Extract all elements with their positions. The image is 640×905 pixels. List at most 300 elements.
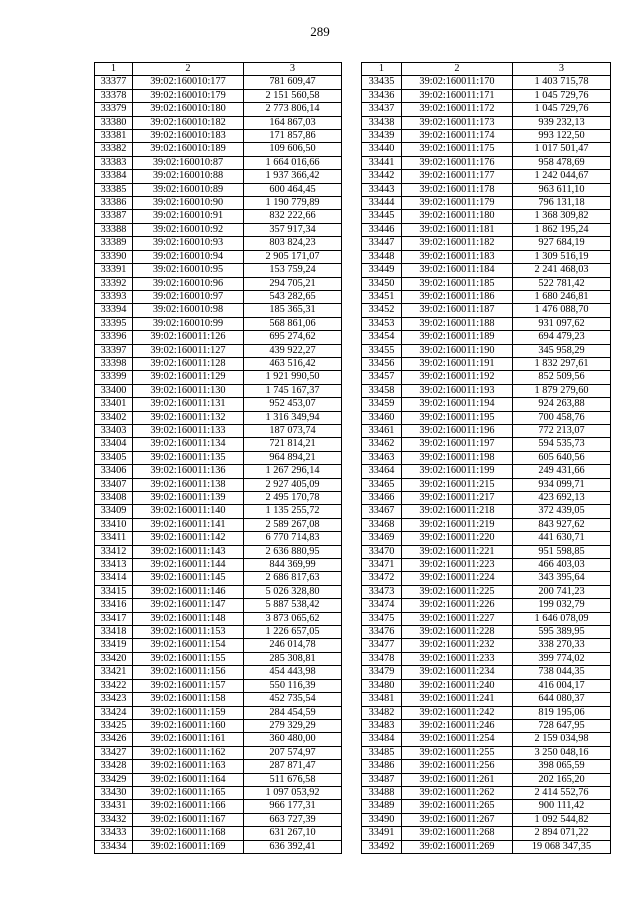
cadastral-value: 1 646 078,09 bbox=[513, 612, 611, 625]
right-table bbox=[361, 62, 611, 854]
cadastral-value: 631 267,10 bbox=[244, 827, 342, 840]
cadastral-value: 1 680 246,81 bbox=[513, 290, 611, 303]
table-row bbox=[362, 518, 611, 531]
row-number: 33439 bbox=[362, 130, 402, 143]
table-row bbox=[95, 237, 342, 250]
cadastral-number: 39:02:160011:215 bbox=[402, 478, 513, 491]
table-row bbox=[362, 156, 611, 169]
cadastral-number: 39:02:160011:178 bbox=[402, 183, 513, 196]
table-row bbox=[362, 827, 611, 840]
cadastral-number: 39:02:160011:173 bbox=[402, 116, 513, 129]
cadastral-number: 39:02:160011:192 bbox=[402, 371, 513, 384]
cadastral-number: 39:02:160011:129 bbox=[133, 371, 244, 384]
cadastral-number: 39:02:160011:154 bbox=[133, 639, 244, 652]
cadastral-value: 2 151 560,58 bbox=[244, 89, 342, 102]
row-number: 33441 bbox=[362, 156, 402, 169]
table-row bbox=[362, 237, 611, 250]
cadastral-value: 1 879 279,60 bbox=[513, 384, 611, 397]
row-number: 33432 bbox=[95, 813, 133, 826]
cadastral-number: 39:02:160011:268 bbox=[402, 827, 513, 840]
cadastral-value: 695 274,62 bbox=[244, 331, 342, 344]
cadastral-value: 153 759,24 bbox=[244, 264, 342, 277]
row-number: 33429 bbox=[95, 773, 133, 786]
cadastral-number: 39:02:160011:228 bbox=[402, 626, 513, 639]
header-col-2: 2 bbox=[402, 63, 513, 76]
cadastral-value: 721 814,21 bbox=[244, 438, 342, 451]
row-number: 33477 bbox=[362, 639, 402, 652]
row-number: 33383 bbox=[95, 156, 133, 169]
row-number: 33480 bbox=[362, 679, 402, 692]
row-number: 33473 bbox=[362, 585, 402, 598]
cadastral-value: 951 598,85 bbox=[513, 545, 611, 558]
table-row bbox=[95, 800, 342, 813]
table-row bbox=[95, 264, 342, 277]
row-number: 33438 bbox=[362, 116, 402, 129]
table-row bbox=[362, 599, 611, 612]
cadastral-number: 39:02:160010:87 bbox=[133, 156, 244, 169]
table-row bbox=[362, 130, 611, 143]
cadastral-number: 39:02:160010:89 bbox=[133, 183, 244, 196]
row-number: 33443 bbox=[362, 183, 402, 196]
cadastral-value: 2 636 880,95 bbox=[244, 545, 342, 558]
table-row bbox=[362, 492, 611, 505]
row-number: 33469 bbox=[362, 532, 402, 545]
row-number: 33409 bbox=[95, 505, 133, 518]
row-number: 33449 bbox=[362, 264, 402, 277]
cadastral-value: 1 045 729,76 bbox=[513, 89, 611, 102]
cadastral-number: 39:02:160010:179 bbox=[133, 89, 244, 102]
cadastral-number: 39:02:160011:262 bbox=[402, 786, 513, 799]
table-row bbox=[362, 277, 611, 290]
cadastral-value: 1 832 297,61 bbox=[513, 357, 611, 370]
header-col-1: 1 bbox=[95, 63, 133, 76]
row-number: 33402 bbox=[95, 411, 133, 424]
table-row bbox=[362, 371, 611, 384]
table-row bbox=[362, 143, 611, 156]
cadastral-number: 39:02:160011:146 bbox=[133, 585, 244, 598]
row-number: 33416 bbox=[95, 599, 133, 612]
cadastral-number: 39:02:160011:165 bbox=[133, 786, 244, 799]
cadastral-value: 1 745 167,37 bbox=[244, 384, 342, 397]
row-number: 33401 bbox=[95, 398, 133, 411]
table-row bbox=[95, 626, 342, 639]
row-number: 33483 bbox=[362, 719, 402, 732]
row-number: 33448 bbox=[362, 250, 402, 263]
table-row bbox=[95, 746, 342, 759]
cadastral-value: 343 395,64 bbox=[513, 572, 611, 585]
cadastral-value: 2 241 468,03 bbox=[513, 264, 611, 277]
cadastral-value: 1 242 044,67 bbox=[513, 170, 611, 183]
cadastral-number: 39:02:160011:197 bbox=[402, 438, 513, 451]
cadastral-number: 39:02:160011:167 bbox=[133, 813, 244, 826]
cadastral-number: 39:02:160011:246 bbox=[402, 719, 513, 732]
table-row bbox=[362, 290, 611, 303]
cadastral-number: 39:02:160011:188 bbox=[402, 317, 513, 330]
table-row bbox=[362, 693, 611, 706]
row-number: 33405 bbox=[95, 451, 133, 464]
table-row bbox=[362, 706, 611, 719]
row-number: 33425 bbox=[95, 719, 133, 732]
row-number: 33468 bbox=[362, 518, 402, 531]
cadastral-number: 39:02:160011:218 bbox=[402, 505, 513, 518]
cadastral-value: 832 222,66 bbox=[244, 210, 342, 223]
table-row bbox=[95, 223, 342, 236]
cadastral-value: 595 389,95 bbox=[513, 626, 611, 639]
cadastral-value: 594 535,73 bbox=[513, 438, 611, 451]
table-row bbox=[362, 559, 611, 572]
cadastral-value: 522 781,42 bbox=[513, 277, 611, 290]
table-row bbox=[362, 505, 611, 518]
cadastral-value: 1 862 195,24 bbox=[513, 223, 611, 236]
cadastral-value: 416 004,17 bbox=[513, 679, 611, 692]
cadastral-number: 39:02:160011:254 bbox=[402, 733, 513, 746]
table-row bbox=[362, 760, 611, 773]
cadastral-number: 39:02:160010:97 bbox=[133, 290, 244, 303]
cadastral-value: 1 045 729,76 bbox=[513, 103, 611, 116]
cadastral-value: 952 453,07 bbox=[244, 398, 342, 411]
table-row bbox=[95, 398, 342, 411]
cadastral-number: 39:02:160011:172 bbox=[402, 103, 513, 116]
cadastral-value: 2 894 071,22 bbox=[513, 827, 611, 840]
cadastral-value: 728 647,95 bbox=[513, 719, 611, 732]
row-number: 33394 bbox=[95, 304, 133, 317]
cadastral-number: 39:02:160011:147 bbox=[133, 599, 244, 612]
cadastral-number: 39:02:160011:182 bbox=[402, 237, 513, 250]
cadastral-number: 39:02:160011:126 bbox=[133, 331, 244, 344]
cadastral-number: 39:02:160011:135 bbox=[133, 451, 244, 464]
cadastral-number: 39:02:160011:261 bbox=[402, 773, 513, 786]
page-number: 289 bbox=[310, 24, 330, 39]
table-row bbox=[95, 559, 342, 572]
cadastral-number: 39:02:160011:255 bbox=[402, 746, 513, 759]
cadastral-number: 39:02:160011:130 bbox=[133, 384, 244, 397]
row-number: 33453 bbox=[362, 317, 402, 330]
row-number: 33446 bbox=[362, 223, 402, 236]
cadastral-number: 39:02:160011:174 bbox=[402, 130, 513, 143]
table-row bbox=[362, 585, 611, 598]
cadastral-number: 39:02:160011:168 bbox=[133, 827, 244, 840]
cadastral-value: 1 368 309,82 bbox=[513, 210, 611, 223]
cadastral-number: 39:02:160010:95 bbox=[133, 264, 244, 277]
row-number: 33382 bbox=[95, 143, 133, 156]
table-row bbox=[362, 612, 611, 625]
cadastral-value: 1 267 296,14 bbox=[244, 465, 342, 478]
table-row bbox=[362, 746, 611, 759]
row-number: 33437 bbox=[362, 103, 402, 116]
table-row bbox=[95, 103, 342, 116]
row-number: 33387 bbox=[95, 210, 133, 223]
table-row bbox=[362, 666, 611, 679]
table-row bbox=[95, 679, 342, 692]
table-row bbox=[95, 612, 342, 625]
cadastral-value: 441 630,71 bbox=[513, 532, 611, 545]
row-number: 33474 bbox=[362, 599, 402, 612]
cadastral-value: 1 403 715,78 bbox=[513, 76, 611, 89]
cadastral-number: 39:02:160011:159 bbox=[133, 706, 244, 719]
cadastral-number: 39:02:160011:256 bbox=[402, 760, 513, 773]
table-row bbox=[362, 76, 611, 89]
cadastral-number: 39:02:160011:171 bbox=[402, 89, 513, 102]
row-number: 33421 bbox=[95, 666, 133, 679]
cadastral-value: 964 894,21 bbox=[244, 451, 342, 464]
cadastral-value: 452 735,54 bbox=[244, 693, 342, 706]
table-row bbox=[362, 103, 611, 116]
table-row bbox=[362, 719, 611, 732]
cadastral-value: 2 905 171,07 bbox=[244, 250, 342, 263]
cadastral-value: 454 443,98 bbox=[244, 666, 342, 679]
row-number: 33393 bbox=[95, 290, 133, 303]
cadastral-value: 3 873 065,62 bbox=[244, 612, 342, 625]
cadastral-number: 39:02:160011:142 bbox=[133, 532, 244, 545]
table-row bbox=[362, 626, 611, 639]
cadastral-number: 39:02:160011:186 bbox=[402, 290, 513, 303]
row-number: 33390 bbox=[95, 250, 133, 263]
table-row bbox=[95, 317, 342, 330]
row-number: 33462 bbox=[362, 438, 402, 451]
cadastral-number: 39:02:160011:156 bbox=[133, 666, 244, 679]
cadastral-number: 39:02:160011:177 bbox=[402, 170, 513, 183]
cadastral-number: 39:02:160011:234 bbox=[402, 666, 513, 679]
table-row bbox=[95, 733, 342, 746]
cadastral-number: 39:02:160011:190 bbox=[402, 344, 513, 357]
cadastral-value: 1 309 516,19 bbox=[513, 250, 611, 263]
cadastral-number: 39:02:160011:169 bbox=[133, 840, 244, 853]
table-row bbox=[95, 210, 342, 223]
cadastral-number: 39:02:160011:144 bbox=[133, 559, 244, 572]
cadastral-number: 39:02:160011:132 bbox=[133, 411, 244, 424]
cadastral-number: 39:02:160010:189 bbox=[133, 143, 244, 156]
table-row bbox=[95, 197, 342, 210]
row-number: 33430 bbox=[95, 786, 133, 799]
cadastral-number: 39:02:160010:88 bbox=[133, 170, 244, 183]
cadastral-number: 39:02:160010:99 bbox=[133, 317, 244, 330]
row-number: 33458 bbox=[362, 384, 402, 397]
table-row bbox=[95, 518, 342, 531]
table-row bbox=[95, 492, 342, 505]
cadastral-number: 39:02:160010:96 bbox=[133, 277, 244, 290]
table-row bbox=[362, 478, 611, 491]
cadastral-number: 39:02:160011:224 bbox=[402, 572, 513, 585]
cadastral-number: 39:02:160011:219 bbox=[402, 518, 513, 531]
cadastral-number: 39:02:160011:225 bbox=[402, 585, 513, 598]
table-row bbox=[362, 451, 611, 464]
cadastral-number: 39:02:160011:134 bbox=[133, 438, 244, 451]
cadastral-value: 1 097 053,92 bbox=[244, 786, 342, 799]
cadastral-value: 2 159 034,98 bbox=[513, 733, 611, 746]
table-row bbox=[362, 384, 611, 397]
cadastral-number: 39:02:160011:155 bbox=[133, 652, 244, 665]
cadastral-number: 39:02:160011:131 bbox=[133, 398, 244, 411]
cadastral-value: 399 774,02 bbox=[513, 652, 611, 665]
cadastral-value: 568 861,06 bbox=[244, 317, 342, 330]
row-number: 33418 bbox=[95, 626, 133, 639]
row-number: 33487 bbox=[362, 773, 402, 786]
cadastral-value: 738 044,35 bbox=[513, 666, 611, 679]
table-row bbox=[362, 357, 611, 370]
table-header-row bbox=[95, 63, 342, 76]
cadastral-value: 796 131,18 bbox=[513, 197, 611, 210]
cadastral-number: 39:02:160011:194 bbox=[402, 398, 513, 411]
cadastral-value: 700 458,76 bbox=[513, 411, 611, 424]
cadastral-number: 39:02:160011:223 bbox=[402, 559, 513, 572]
cadastral-value: 931 097,62 bbox=[513, 317, 611, 330]
cadastral-value: 164 867,03 bbox=[244, 116, 342, 129]
cadastral-value: 199 032,79 bbox=[513, 599, 611, 612]
table-row bbox=[362, 317, 611, 330]
cadastral-value: 202 165,20 bbox=[513, 773, 611, 786]
row-number: 33460 bbox=[362, 411, 402, 424]
table-row bbox=[95, 545, 342, 558]
row-number: 33404 bbox=[95, 438, 133, 451]
cadastral-number: 39:02:160011:170 bbox=[402, 76, 513, 89]
cadastral-value: 993 122,50 bbox=[513, 130, 611, 143]
cadastral-value: 372 439,05 bbox=[513, 505, 611, 518]
row-number: 33442 bbox=[362, 170, 402, 183]
cadastral-value: 543 282,65 bbox=[244, 290, 342, 303]
cadastral-value: 900 111,42 bbox=[513, 800, 611, 813]
cadastral-value: 2 773 806,14 bbox=[244, 103, 342, 116]
table-row bbox=[95, 331, 342, 344]
cadastral-number: 39:02:160011:127 bbox=[133, 344, 244, 357]
row-number: 33445 bbox=[362, 210, 402, 223]
table-row bbox=[95, 706, 342, 719]
row-number: 33491 bbox=[362, 827, 402, 840]
table-row bbox=[95, 572, 342, 585]
cadastral-value: 819 195,06 bbox=[513, 706, 611, 719]
table-row bbox=[95, 827, 342, 840]
row-number: 33447 bbox=[362, 237, 402, 250]
row-number: 33440 bbox=[362, 143, 402, 156]
row-number: 33426 bbox=[95, 733, 133, 746]
cadastral-value: 843 927,62 bbox=[513, 518, 611, 531]
row-number: 33484 bbox=[362, 733, 402, 746]
cadastral-value: 294 705,21 bbox=[244, 277, 342, 290]
cadastral-value: 927 684,19 bbox=[513, 237, 611, 250]
header-col-1: 1 bbox=[362, 63, 402, 76]
row-number: 33456 bbox=[362, 357, 402, 370]
cadastral-value: 2 495 170,78 bbox=[244, 492, 342, 505]
cadastral-value: 284 454,59 bbox=[244, 706, 342, 719]
cadastral-value: 966 177,31 bbox=[244, 800, 342, 813]
row-number: 33486 bbox=[362, 760, 402, 773]
row-number: 33435 bbox=[362, 76, 402, 89]
row-number: 33444 bbox=[362, 197, 402, 210]
table-row bbox=[95, 532, 342, 545]
cadastral-value: 1 092 544,82 bbox=[513, 813, 611, 826]
cadastral-value: 803 824,23 bbox=[244, 237, 342, 250]
cadastral-value: 2 686 817,63 bbox=[244, 572, 342, 585]
table-row bbox=[362, 652, 611, 665]
row-number: 33389 bbox=[95, 237, 133, 250]
cadastral-number: 39:02:160011:183 bbox=[402, 250, 513, 263]
table-row bbox=[362, 840, 611, 853]
table-row bbox=[95, 693, 342, 706]
table-row bbox=[95, 250, 342, 263]
cadastral-number: 39:02:160011:242 bbox=[402, 706, 513, 719]
table-row bbox=[95, 183, 342, 196]
row-number: 33472 bbox=[362, 572, 402, 585]
cadastral-value: 605 640,56 bbox=[513, 451, 611, 464]
row-number: 33479 bbox=[362, 666, 402, 679]
table-row bbox=[362, 170, 611, 183]
cadastral-value: 600 464,45 bbox=[244, 183, 342, 196]
cadastral-number: 39:02:160011:196 bbox=[402, 424, 513, 437]
row-number: 33420 bbox=[95, 652, 133, 665]
row-number: 33476 bbox=[362, 626, 402, 639]
cadastral-value: 772 213,07 bbox=[513, 424, 611, 437]
row-number: 33470 bbox=[362, 545, 402, 558]
cadastral-number: 39:02:160011:227 bbox=[402, 612, 513, 625]
cadastral-number: 39:02:160010:98 bbox=[133, 304, 244, 317]
table-row bbox=[362, 813, 611, 826]
row-number: 33471 bbox=[362, 559, 402, 572]
cadastral-number: 39:02:160011:265 bbox=[402, 800, 513, 813]
table-row bbox=[95, 156, 342, 169]
cadastral-value: 663 727,39 bbox=[244, 813, 342, 826]
row-number: 33478 bbox=[362, 652, 402, 665]
cadastral-number: 39:02:160011:267 bbox=[402, 813, 513, 826]
table-row bbox=[362, 250, 611, 263]
cadastral-value: 279 329,29 bbox=[244, 719, 342, 732]
cadastral-value: 5 026 328,80 bbox=[244, 585, 342, 598]
cadastral-number: 39:02:160011:138 bbox=[133, 478, 244, 491]
cadastral-value: 2 927 405,09 bbox=[244, 478, 342, 491]
cadastral-value: 644 080,37 bbox=[513, 693, 611, 706]
header-col-3: 3 bbox=[244, 63, 342, 76]
cadastral-value: 1 190 779,89 bbox=[244, 197, 342, 210]
table-row bbox=[95, 505, 342, 518]
table-row bbox=[362, 116, 611, 129]
cadastral-value: 1 664 016,66 bbox=[244, 156, 342, 169]
cadastral-number: 39:02:160011:185 bbox=[402, 277, 513, 290]
cadastral-number: 39:02:160011:128 bbox=[133, 357, 244, 370]
row-number: 33386 bbox=[95, 197, 133, 210]
cadastral-value: 185 365,31 bbox=[244, 304, 342, 317]
row-number: 33454 bbox=[362, 331, 402, 344]
table-row bbox=[362, 532, 611, 545]
cadastral-value: 463 516,42 bbox=[244, 357, 342, 370]
table-row bbox=[362, 398, 611, 411]
row-number: 33391 bbox=[95, 264, 133, 277]
cadastral-number: 39:02:160010:94 bbox=[133, 250, 244, 263]
row-number: 33406 bbox=[95, 465, 133, 478]
table-row bbox=[95, 840, 342, 853]
table-row bbox=[95, 290, 342, 303]
table-row bbox=[362, 733, 611, 746]
table-row bbox=[362, 304, 611, 317]
cadastral-value: 1 476 088,70 bbox=[513, 304, 611, 317]
cadastral-value: 439 922,27 bbox=[244, 344, 342, 357]
row-number: 33427 bbox=[95, 746, 133, 759]
row-number: 33465 bbox=[362, 478, 402, 491]
table-row bbox=[95, 478, 342, 491]
table-row bbox=[95, 451, 342, 464]
cadastral-number: 39:02:160011:221 bbox=[402, 545, 513, 558]
cadastral-number: 39:02:160011:220 bbox=[402, 532, 513, 545]
cadastral-number: 39:02:160011:241 bbox=[402, 693, 513, 706]
cadastral-number: 39:02:160011:143 bbox=[133, 545, 244, 558]
cadastral-value: 958 478,69 bbox=[513, 156, 611, 169]
row-number: 33388 bbox=[95, 223, 133, 236]
table-row bbox=[95, 424, 342, 437]
table-row bbox=[95, 357, 342, 370]
table-row bbox=[362, 545, 611, 558]
row-number: 33397 bbox=[95, 344, 133, 357]
cadastral-value: 207 574,97 bbox=[244, 746, 342, 759]
row-number: 33459 bbox=[362, 398, 402, 411]
row-number: 33451 bbox=[362, 290, 402, 303]
cadastral-number: 39:02:160010:183 bbox=[133, 130, 244, 143]
